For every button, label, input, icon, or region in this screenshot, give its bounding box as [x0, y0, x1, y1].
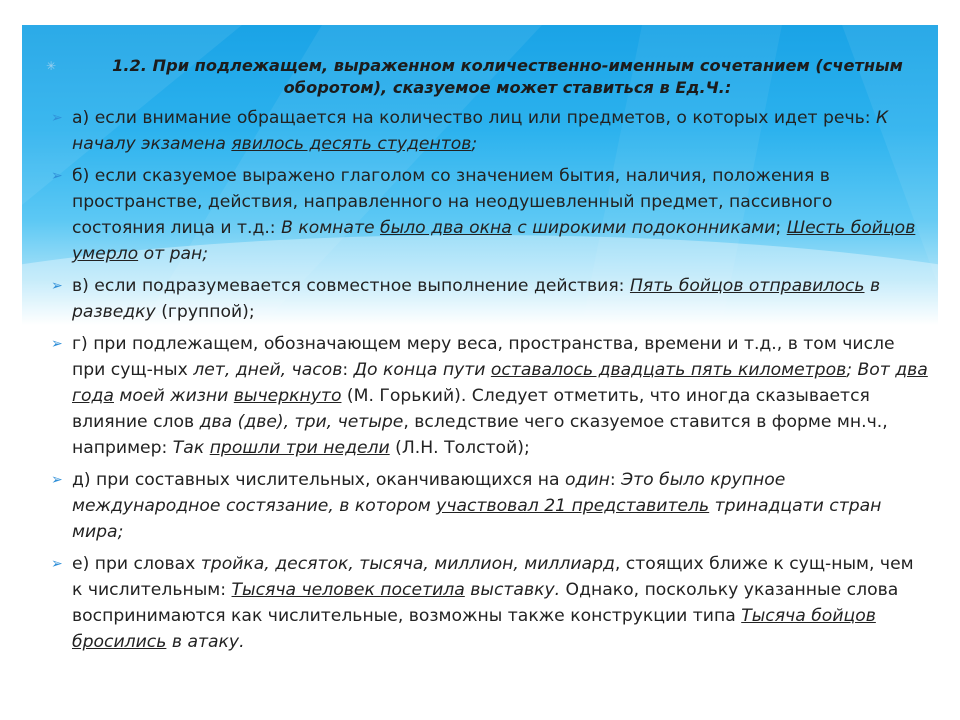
- slide: [22, 25, 938, 694]
- slide-heading: ✳ 1.2. При подлежащем, выраженном количественно-именным сочетанием (счетным оборотом), сказуемое может ставиться в Ед.Ч.:: [46, 56, 903, 97]
- list-item: ➢ б) если сказуемое выражено глаголом со значением бытия, наличия, положения в пространстве, действия, направленного на неодушевленный предмет, пассивного состояния лица и т.д.: В комнате было два окна с широкими подоконниками; Шесть бойцов умерло от ран;: [54, 163, 929, 267]
- list-item: ➢ д) при составных числительных, оканчивающихся на один: Это было крупное международное состязание, в котором участвовал 21 представитель тринадцати стран мира;: [54, 467, 929, 545]
- arrow-bullet-icon: ➢: [51, 556, 63, 572]
- list-item: ➢ в) если подразумевается совместное выполнение действия: Пять бойцов отправилось в разведку (группой);: [54, 273, 929, 325]
- list-item: ➢ е) при словах тройка, десяток, тысяча, миллион, миллиард, стоящих ближе к сущ-ным, чем к числительным: Тысяча человек посетила выставку. Однако, поскольку указанные слова воспринимаются как числительные, возможны также конструкции типа Тысяча бойцов бросились в атаку.: [54, 551, 929, 655]
- slide-content: [46, 55, 929, 661]
- list-item: ➢ а) если внимание обращается на количество лиц или предметов, о которых идет речь: К началу экзамена явилось десять студентов;: [54, 105, 929, 157]
- arrow-bullet-icon: ➢: [51, 336, 63, 352]
- arrow-bullet-icon: ➢: [51, 168, 63, 184]
- arrow-bullet-icon: ➢: [51, 472, 63, 488]
- heading-bullet-icon: ✳: [46, 59, 57, 73]
- arrow-bullet-icon: ➢: [51, 278, 63, 294]
- arrow-bullet-icon: ➢: [51, 110, 63, 126]
- list-item: ➢ г) при подлежащем, обозначающем меру веса, пространства, времени и т.д., в том числе при сущ-ных лет, дней, часов: До конца пути оставалось двадцать пять километров; Вот два года моей жизни вычеркнуто (М. Горький). Следует отметить, что иногда сказывается влияние слов два (две), три, четыре, вследствие чего сказуемое ставится в форме мн.ч., например: Так прошли три недели (Л.Н. Толстой);: [54, 331, 929, 461]
